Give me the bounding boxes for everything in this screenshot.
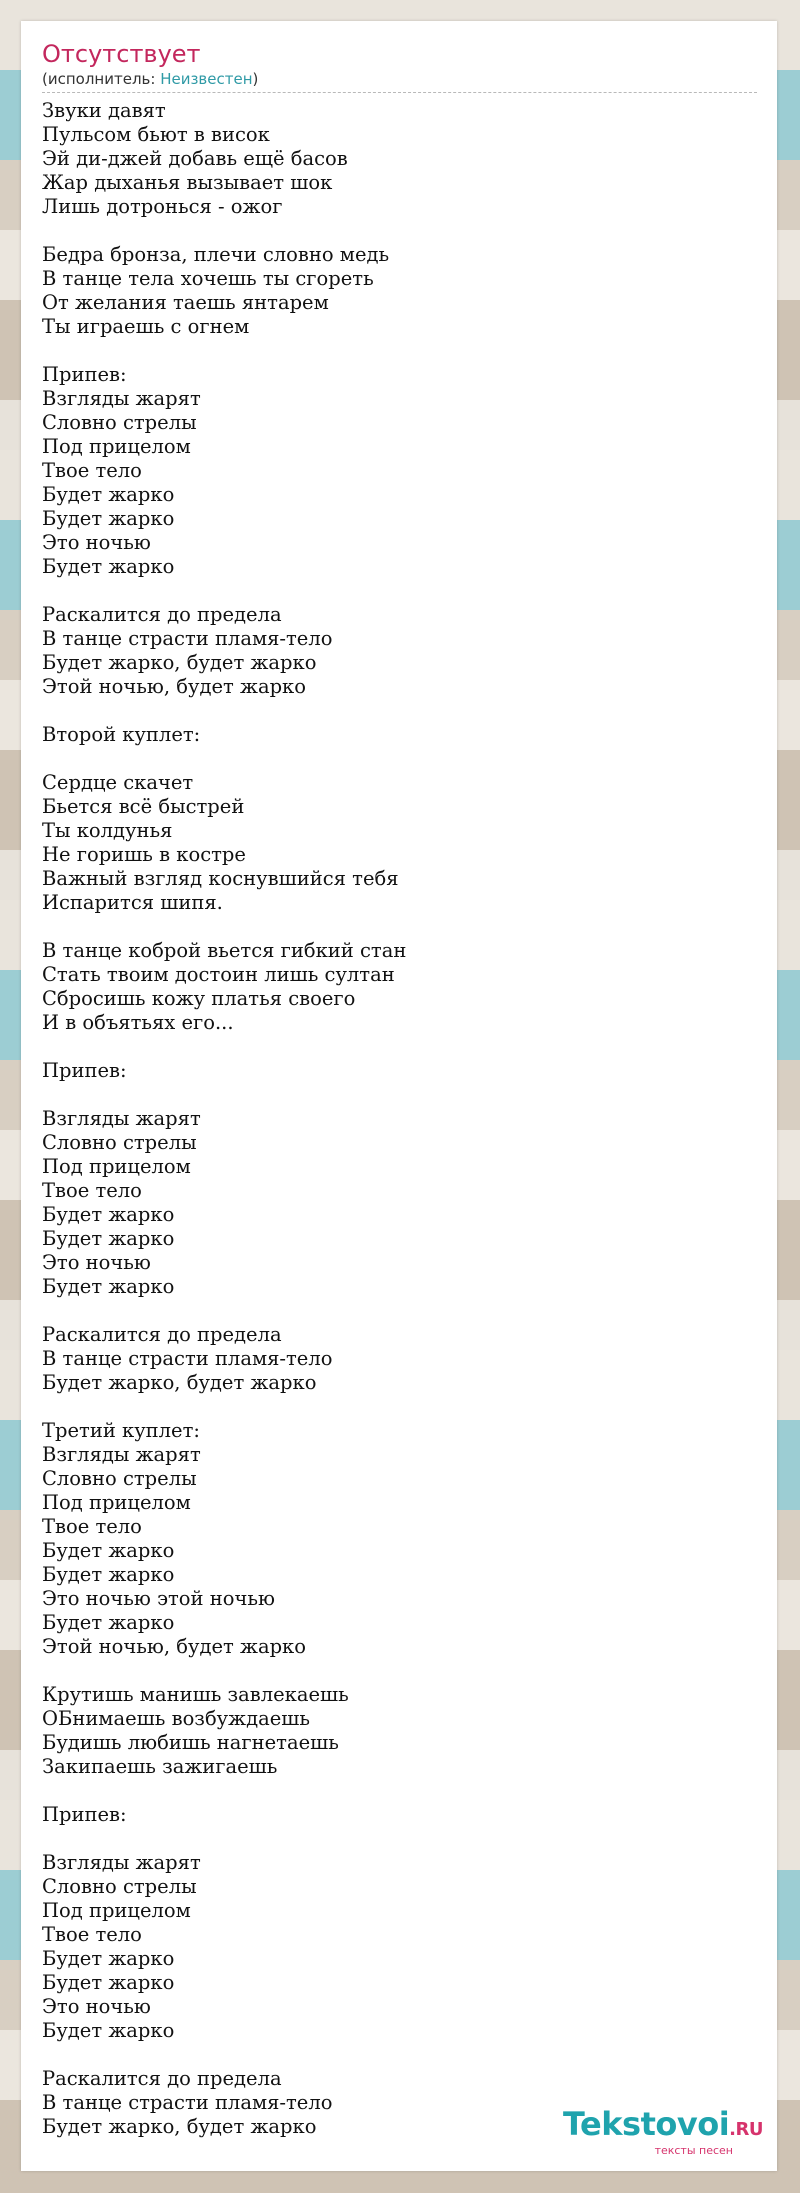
song-title: Отсутствует [42, 40, 201, 68]
lyric-line: Эй ди-джей добавь ещё басов [42, 147, 348, 170]
lyric-blank-line [42, 579, 757, 603]
lyric-line: Твое тело [42, 1923, 142, 1946]
lyric-line: Будет жарко, будет жарко [42, 2115, 317, 2138]
lyric-line: Словно стрелы [42, 411, 197, 434]
lyric-line: Звуки давят [42, 99, 166, 122]
lyric-line: Закипаешь зажигаешь [42, 1755, 278, 1778]
site-logo[interactable] [563, 2107, 763, 2157]
lyric-blank-line [42, 1035, 757, 1059]
lyric-line: Крутишь манишь завлекаешь [42, 1683, 349, 1706]
performer-suffix: ) [252, 70, 259, 88]
lyric-line: И в объятьях его... [42, 1011, 234, 1034]
lyric-line: Раскалится до предела [42, 603, 282, 626]
lyric-line: Твое тело [42, 1515, 142, 1538]
lyric-line: Будет жарко [42, 1563, 175, 1586]
lyric-blank-line [42, 1779, 757, 1803]
lyric-line: Взгляды жарят [42, 387, 201, 410]
lyric-blank-line [42, 1395, 757, 1419]
lyric-line: Словно стрелы [42, 1131, 197, 1154]
lyric-line: Это ночью [42, 1995, 151, 2018]
lyric-line: Второй куплет: [42, 723, 201, 746]
lyric-line: Это ночью этой ночью [42, 1587, 275, 1610]
lyric-line: Сбросишь кожу платья своего [42, 987, 356, 1010]
lyric-line: Раскалится до предела [42, 1323, 282, 1346]
lyric-line: Будет жарко [42, 1947, 175, 1970]
lyric-line: Припев: [42, 363, 127, 386]
lyric-line: В танце страсти пламя-тело [42, 627, 333, 650]
lyric-line: Бьется всё быстрей [42, 795, 245, 818]
lyric-line: Раскалится до предела [42, 2067, 282, 2090]
lyric-line: Твое тело [42, 1179, 142, 1202]
logo-tagline: тексты песен [654, 2144, 733, 2157]
lyric-blank-line [42, 1083, 757, 1107]
lyric-line: Лишь дотронься - ожог [42, 195, 283, 218]
lyric-line: Бедра бронза, плечи словно медь [42, 243, 390, 266]
logo-tld: .RU [729, 2119, 763, 2140]
lyric-line: Этой ночью, будет жарко [42, 675, 306, 698]
lyric-line: В танце страсти пламя-тело [42, 1347, 333, 1370]
logo-main-text: Tekstovoi [562, 2105, 730, 2143]
lyric-line: Жар дыханья вызывает шок [42, 171, 333, 194]
lyric-line: Не горишь в костре [42, 843, 246, 866]
lyric-blank-line [42, 915, 757, 939]
lyric-blank-line [42, 219, 757, 243]
performer-link[interactable]: Неизвестен [160, 70, 253, 88]
lyric-line: Пульсом бьют в висок [42, 123, 270, 146]
lyric-line: Важный взгляд коснувшийся тебя [42, 867, 399, 890]
lyric-line: Словно стрелы [42, 1875, 197, 1898]
lyric-line: В танце тела хочешь ты сгореть [42, 267, 374, 290]
logo-wordmark [563, 2107, 763, 2147]
lyric-line: Припев: [42, 1803, 127, 1826]
lyric-blank-line [42, 1299, 757, 1323]
lyric-blank-line [42, 339, 757, 363]
lyrics-card [21, 21, 777, 2171]
lyric-blank-line [42, 2043, 757, 2067]
lyric-line: Будет жарко, будет жарко [42, 1371, 317, 1394]
lyric-line: Будет жарко [42, 1203, 175, 1226]
lyric-line: Будет жарко, будет жарко [42, 651, 317, 674]
lyric-line: Под прицелом [42, 435, 191, 458]
lyric-line: Будет жарко [42, 2019, 175, 2042]
lyric-blank-line [42, 699, 757, 723]
lyrics-text [42, 99, 757, 2139]
lyric-line: Сердце скачет [42, 771, 194, 794]
lyric-line: Взгляды жарят [42, 1851, 201, 1874]
lyric-line: В танце коброй вьется гибкий стан [42, 939, 407, 962]
lyric-line: Ты играешь с огнем [42, 315, 250, 338]
lyric-line: Словно стрелы [42, 1467, 197, 1490]
lyric-line: Взгляды жарят [42, 1107, 201, 1130]
lyric-line: Это ночью [42, 1251, 151, 1274]
lyric-line: Твое тело [42, 459, 142, 482]
lyric-line: Будет жарко [42, 483, 175, 506]
lyric-line: Будет жарко [42, 1539, 175, 1562]
lyric-line: В танце страсти пламя-тело [42, 2091, 333, 2114]
lyric-line: Под прицелом [42, 1491, 191, 1514]
lyric-line: Будет жарко [42, 555, 175, 578]
lyric-line: Будет жарко [42, 1611, 175, 1634]
performer-prefix: (исполнитель: [42, 70, 161, 88]
lyric-line: Будет жарко [42, 1971, 175, 1994]
lyric-line: Под прицелом [42, 1155, 191, 1178]
lyric-line: Припев: [42, 1059, 127, 1082]
lyric-line: Взгляды жарят [42, 1443, 201, 1466]
performer-line [42, 69, 757, 93]
lyric-line: Третий куплет: [42, 1419, 200, 1442]
lyric-blank-line [42, 1659, 757, 1683]
lyric-line: Под прицелом [42, 1899, 191, 1922]
lyric-line: Будет жарко [42, 507, 175, 530]
lyric-blank-line [42, 747, 757, 771]
lyric-line: Испарится шипя. [42, 891, 223, 914]
lyric-line: Будет жарко [42, 1275, 175, 1298]
lyric-line: Ты колдунья [42, 819, 173, 842]
lyric-line: Этой ночью, будет жарко [42, 1635, 306, 1658]
lyric-line: Будишь любишь нагнетаешь [42, 1731, 339, 1754]
lyric-line: ОБнимаешь возбуждаешь [42, 1707, 311, 1730]
lyric-line: Стать твоим достоин лишь султан [42, 963, 395, 986]
lyric-line: Это ночью [42, 531, 151, 554]
lyric-blank-line [42, 1827, 757, 1851]
lyric-line: От желания таешь янтарем [42, 291, 329, 314]
lyric-line: Будет жарко [42, 1227, 175, 1250]
